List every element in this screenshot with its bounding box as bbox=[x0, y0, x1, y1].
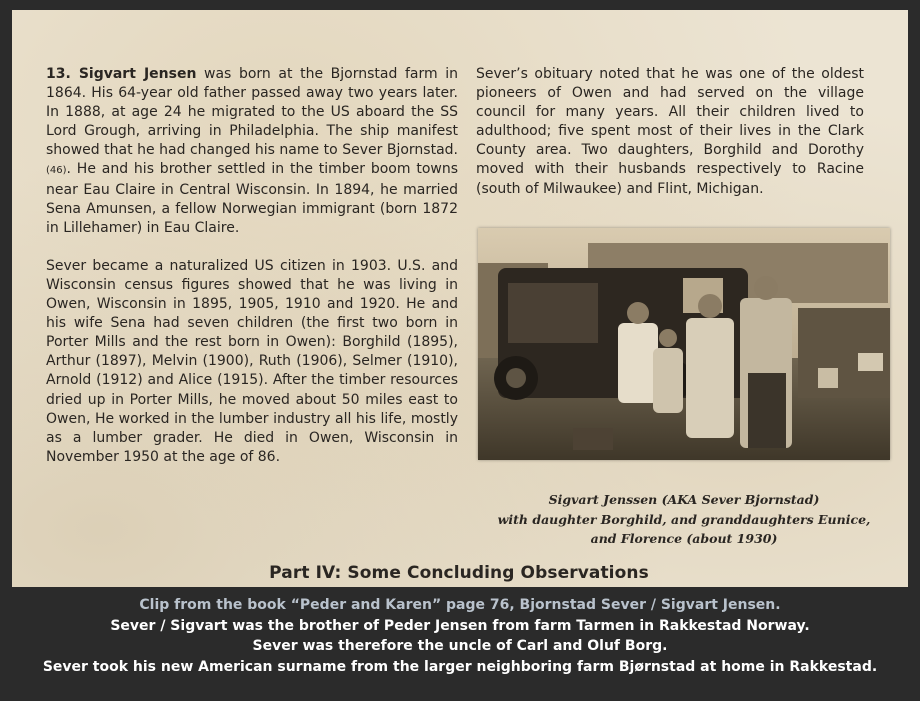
caption-line: and Florence (about 1930) bbox=[590, 531, 778, 546]
section-title-sigvart: 13. Sigvart Jensen bbox=[46, 66, 197, 82]
intro-text-a: was born at the Bjornstad farm in 1864. His 64-year old father passed away two years later. In 1888, at age 24 he migrated to the US aboard the SS Lord Grough, arriving in Philadelphia. The ship manifest showed that he had changed his name to Sever Bjornstad. bbox=[46, 66, 459, 159]
caption-line: with daughter Borghild, and granddaughters Eunice, bbox=[497, 511, 871, 527]
intro-text-b: . He and his brother settled in the timber boom towns near Eau Claire in Central Wisconsin. In 1894, he married Sena Amunsen, a fellow Norwegian immigrant (born 1872 in Lillehamer) in Eau Claire. bbox=[46, 161, 458, 236]
book-page-clip bbox=[12, 10, 908, 587]
caption-line: Sigvart Jenssen (AKA Sever Bjornstad) bbox=[548, 492, 820, 507]
footer-line-surname: Sever took his new American surname from the larger neighboring farm Bjørnstad at home in Rakkestad. bbox=[42, 658, 878, 675]
section-heading: Part IV: Some Concluding Observations bbox=[269, 563, 649, 583]
paragraph-citizenship: Sever became a naturalized US citizen in 1903. U.S. and Wisconsin census figures showed that he was living in Owen, Wisconsin in 1895, 1905, 1910 and 1920. He and his wife Sena had seven children (the first two born in Porter Mills and the rest born in Owen): Borghild (1895), Arthur (1897), Melvin (1900), Ruth (1906), Selmer (1910), Arnold (1912) and Alice (1915). After the timber resources dried up in Porter Mills, he moved about 50 miles east to Owen, He worked in the lumber industry all his life, mostly as a lumber grader. He died in Owen, Wisconsin in November 1950 at the age of 86. bbox=[46, 257, 458, 465]
left-column bbox=[46, 65, 458, 467]
footer-description bbox=[0, 595, 920, 677]
footer-line-brother: Sever / Sigvart was the brother of Peder Jensen from farm Tarmen in Rakkestad Norway. bbox=[110, 617, 810, 634]
family-photo bbox=[478, 228, 890, 460]
sepia-photo-illustration bbox=[478, 228, 890, 460]
footer-line-source: Clip from the book “Peder and Karen” page 76, Bjornstad Sever / Sigvart Jensen. bbox=[139, 597, 781, 613]
footnote-ref: (46) bbox=[46, 165, 67, 177]
footer-line-uncle: Sever was therefore the uncle of Carl and Oluf Borg. bbox=[252, 638, 668, 654]
paragraph-sigvart-intro bbox=[46, 65, 458, 238]
photo-caption bbox=[482, 490, 886, 549]
paragraph-obituary: Sever’s obituary noted that he was one of the oldest pioneers of Owen and had served on the village council for many years. All their children lived to adulthood; five spent most of their lives in the Clark County area. Two daughters, Borghild and Dorothy moved with their husbands respectively to Racine (south of Milwaukee) and Flint, Michigan. bbox=[476, 66, 864, 197]
right-column bbox=[476, 65, 864, 199]
